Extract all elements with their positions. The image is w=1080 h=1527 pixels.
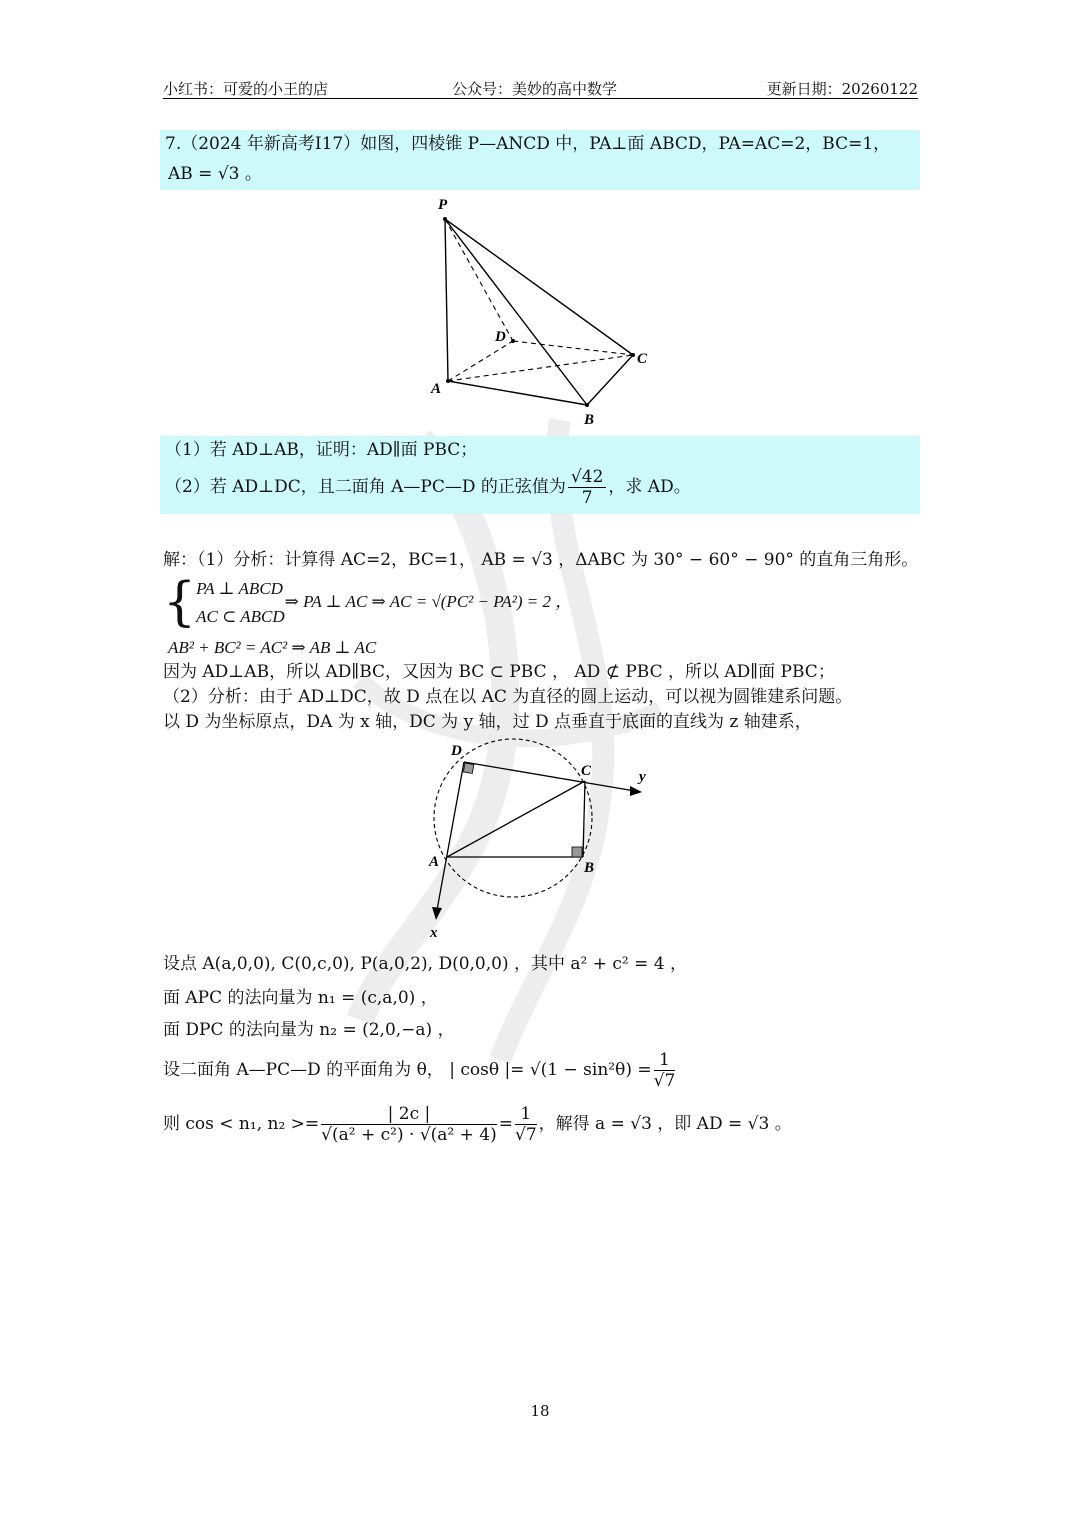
- edge-AD: [448, 341, 513, 381]
- right-angle-D: [463, 763, 473, 773]
- problem-line-2: AB = √3 。: [168, 164, 262, 184]
- label-P: P: [438, 197, 448, 213]
- header-left: 小红书：可爱的小王的店: [163, 80, 329, 98]
- edge-AC: [448, 355, 633, 381]
- y-axis: [464, 762, 635, 791]
- solution2-line-5-den: √(a² + c²) · √(a² + 4): [321, 1125, 497, 1145]
- brace-glyph: {: [163, 572, 197, 633]
- label-D: D: [495, 329, 506, 345]
- question-2-numerator: √42: [568, 467, 606, 488]
- system-rhs: ⇒ PA ⊥ AC ⇒ AC = √(PC² − PA²) = 2 ，: [284, 592, 573, 611]
- solution2-line-4: [163, 1046, 677, 1094]
- label-y: y: [639, 769, 646, 785]
- y-axis-arrow: [630, 786, 642, 796]
- edge-PB: [445, 219, 587, 405]
- system-bottom: AC ⊂ ABCD: [196, 606, 285, 626]
- solution2-line-2: 面 APC 的法向量为 n₁ = (c,a,0) ，: [163, 988, 438, 1008]
- solution2-line-3: 面 DPC 的法向量为 n₂ = (2,0,−a) ，: [163, 1020, 455, 1040]
- edge-DC: [513, 341, 633, 355]
- pyramid-figure: [420, 195, 660, 430]
- question-2-denominator: 7: [581, 488, 593, 508]
- solution2-line-5-num: | 2c |: [321, 1104, 497, 1125]
- solution-line-6: 以 D 为坐标原点，DA 为 x 轴，DC 为 y 轴，过 D 点垂直于底面的直线为 z 轴建系，: [163, 712, 812, 732]
- edge-BC: [587, 355, 633, 405]
- label-B2: B: [584, 860, 595, 876]
- label-A2: A: [429, 854, 440, 870]
- solution-line-5: （2）分析：由于 AD⊥DC，故 D 点在以 AC 为直径的圆上运动，可以视为圆锥建系问题。: [163, 687, 853, 707]
- solution2-line-5-eq: =: [498, 1114, 513, 1134]
- solution-line-3: AB² + BC² = AC² ⇒ AB ⊥ AC: [168, 638, 377, 657]
- label-D2: D: [451, 743, 462, 759]
- solution2-line-5-den2: √7: [514, 1125, 537, 1145]
- problem-line-1: 7.（2024 年新高考Ⅰ17）如图，四棱锥 P—ANCD 中，PA⊥面 ABCD，PA=AC=2，BC=1，: [165, 134, 891, 154]
- solution2-line-4-prefix: 设二面角 A—PC—D 的平面角为 θ， | cosθ |= √(1 − sin²θ) =: [163, 1060, 652, 1080]
- system-top: PA ⊥ ABCD: [196, 578, 283, 598]
- solution2-line-4-den: √7: [653, 1071, 676, 1091]
- label-C: C: [637, 351, 648, 367]
- segment-AC: [447, 781, 585, 857]
- label-C2: C: [581, 763, 592, 779]
- segment-BC: [583, 781, 585, 857]
- x-axis-arrow: [432, 907, 442, 920]
- edge-PA: [445, 219, 448, 381]
- label-A: A: [431, 381, 442, 397]
- solution-line-4: 因为 AD⊥AB，所以 AD∥BC，又因为 BC ⊂ PBC ， AD ⊄ PBC ，所以 AD∥面 PBC；: [163, 662, 835, 682]
- circumcircle: [434, 739, 595, 897]
- question-2-prefix: （2）若 AD⊥DC，且二面角 A—PC—D 的正弦值为: [165, 477, 566, 497]
- header-right: 更新日期：20260122: [766, 80, 918, 98]
- header-center: 公众号：美妙的高中数学: [452, 80, 618, 98]
- label-x: x: [430, 925, 438, 941]
- solution2-line-5: [163, 1099, 792, 1149]
- solution2-line-5-suffix: ，解得 a = √3 ，即 AD = √3 。: [538, 1114, 792, 1134]
- right-angle-B: [572, 847, 582, 857]
- solution-line-1: 解：（1）分析：计算得 AC=2，BC=1， AB = √3 ，ΔABC 为 30° − 60° − 90° 的直角三角形。: [163, 550, 919, 570]
- edge-AB: [448, 381, 587, 405]
- question-1: （1）若 AD⊥AB，证明：AD∥面 PBC；: [165, 440, 478, 460]
- edge-PD: [445, 219, 513, 341]
- question-2-suffix: ，求 AD。: [608, 477, 691, 497]
- circle-figure: [420, 738, 660, 943]
- header-rule: [163, 98, 918, 99]
- solution2-line-1: 设点 A(a,0,0), C(0,c,0), P(a,0,2), D(0,0,0) ，其中 a² + c² = 4 ，: [163, 954, 688, 974]
- page-number: 18: [530, 1402, 550, 1420]
- question-2: [165, 462, 691, 512]
- edge-PC: [445, 219, 633, 355]
- solution2-line-5-num2: 1: [515, 1104, 537, 1125]
- solution2-line-4-num: 1: [654, 1050, 676, 1071]
- solution-system: [163, 574, 572, 631]
- solution2-line-5-prefix: 则 cos < n₁, n₂ >=: [163, 1114, 320, 1134]
- label-B: B: [584, 412, 595, 428]
